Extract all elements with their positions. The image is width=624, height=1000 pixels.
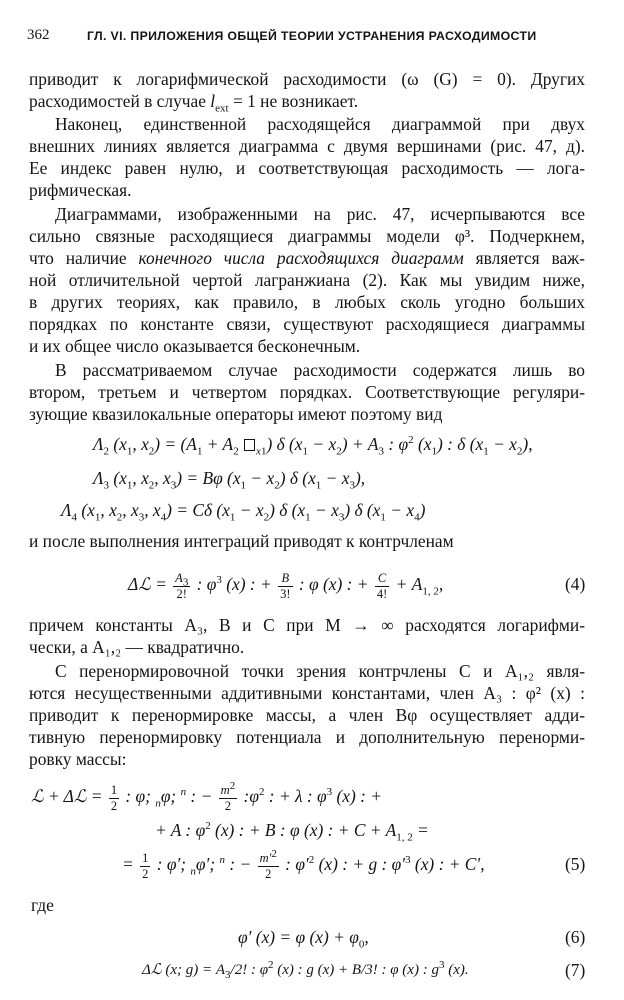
equation-5-line3: = $\frac{1}{2}$ : φ′; $_n$φ′; $^n$ : − $\frac{m'^2}{2}$ : $\varphi'^2$ (x) : + g : $\varphi'^3$ (x) : + C′,: [122, 847, 485, 881]
text-line: Диаграммами, изображенными на рис. 47, исчерпываются все: [55, 204, 585, 224]
text-line: порядках по константе связи, существуют расходящиеся диаграммы: [29, 314, 585, 334]
text-line: что наличие конечного числа расходящихся диаграмм является важ-: [29, 248, 585, 268]
text-line: зующие квазилокальные операторы имеют поэтому вид: [29, 404, 443, 424]
chapter-title: ГЛ. VI. ПРИЛОЖЕНИЯ ОБЩЕЙ ТЕОРИИ УСТРАНЕНИЯ РАСХОДИМОСТИ: [87, 29, 537, 43]
equation-number: (4): [565, 574, 586, 594]
equation-5-line2: + A : $\varphi^2$ (x) : + B : φ (x) : + $C + A_{1, 2}$ =: [155, 820, 429, 844]
text-line: причем константы A₃, B и C при M → ∞ расходятся логарифми-: [29, 615, 585, 635]
equation-lambda2: $\Lambda_2$ ($x_1$, $x_2) = (A_1 + A_2$ $_{x1}$) δ $(x_1 - x_2) + A_3$ : $\varphi^2$ $(x_1)$ : δ $(x_1 - x_2)$,: [93, 434, 533, 458]
text-line: внешних линиях является диаграмма с двумя вершинами (рис. 47, д).: [29, 136, 585, 156]
text-line: в других теориях, как правило, в любых сколь угодно больших: [29, 292, 585, 312]
equation-lambda4: $\Lambda_4$ ($x_1$, $x_2$, $x_3$, $x_4) = C\delta$ $(x_1 - x_2)$ δ $(x_1 - x_3)$ δ $(x_1 - x_4)$: [61, 500, 426, 524]
text-line: ются несущественными аддитивными константами, член A₃ : φ² (x) :: [29, 683, 585, 703]
equation-7: Δℒ (x; $g) = A_3/2$! : $\varphi^2$ (x) : g (x) + B/3! : φ (x) : $g^3$ (x).: [142, 959, 469, 981]
text-line: чески, а A₁,₂ — квадратично.: [29, 637, 245, 657]
running-header: [27, 24, 587, 48]
text-line: Ее индекс равен нулю, и соответствующая расходимость — лога-: [29, 158, 585, 178]
equation-number: (5): [565, 854, 586, 874]
equation-6: φ′ (x) = φ $(x) + \varphi_0$,: [238, 927, 369, 951]
text-line: и после выполнения интеграций приводят к контрчленам: [29, 531, 454, 551]
text-line: Наконец, единственной расходящейся диаграммой при двух: [55, 114, 585, 134]
equation-4: Δℒ = $\frac{A_3}{2!}$ : $\varphi^3$ (x) : + $\frac{B}{3!}$ : φ (x) : + $\frac{C}{4!}$ + $A_{1, 2}$,: [128, 571, 444, 601]
equation-lambda3: $\Lambda_3$ ($x_1$, $x_2$, $x_3) = B\varphi$ $(x_1 - x_2)$ δ $(x_1 - x_3)$,: [93, 468, 366, 492]
text-line: рифмическая.: [29, 180, 132, 200]
equation-number: (6): [565, 927, 586, 947]
text-line: приводит к перенормировке массы, а член Bφ осуществляет адди-: [29, 705, 585, 725]
equation-5-line1: ℒ + Δℒ = $\frac{1}{2}$ : φ; $_n$φ; $^n$ : − $\frac{m^2}{2}$ $:\varphi^2$ : + λ : $\varphi^3$ (x) : +: [31, 779, 383, 813]
text-line: сильно связные расходящиеся диаграммы модели φ³. Подчеркнем,: [29, 226, 585, 246]
text-line: ровку массы:: [29, 749, 127, 769]
page-number: 362: [27, 27, 50, 43]
text-line: втором, третьем и четвертом порядках. Соответствующие регуляри-: [29, 382, 585, 402]
text-line: приводит к логарифмической расходимости (ω (G) = 0). Других: [29, 69, 585, 89]
text-line: и их общее число оказывается бесконечным.: [29, 336, 361, 356]
text-line: ной отличительной чертой лагранжиана (2). Как мы увидим ниже,: [29, 270, 585, 290]
text-line: тивную перенормировку потенциала и дополнительную перенорми-: [29, 727, 585, 747]
text-line: В рассматриваемом случае расходимости содержатся лишь во: [55, 360, 585, 380]
equation-number: (7): [565, 960, 586, 980]
text-line: расходимостей в случае $l_{ext} = 1$ не возникает.: [29, 91, 359, 115]
text-line: где: [31, 895, 54, 915]
text-line: С перенормировочной точки зрения контрчлены C и A₁,₂ явля-: [55, 661, 585, 681]
